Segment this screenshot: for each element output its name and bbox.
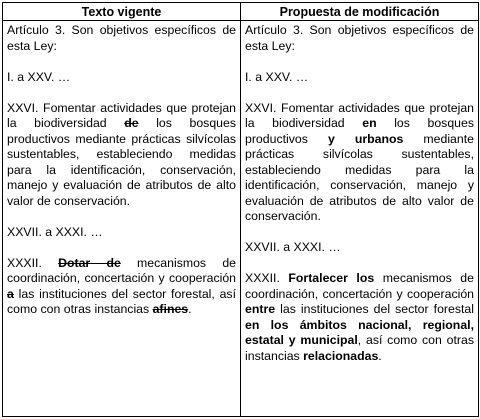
header-current-text: Texto vigente	[3, 3, 241, 21]
article-heading: Artículo 3. Son objetivos específicos de esta Ley:	[7, 23, 236, 53]
text-segment: XXVI. Fomentar actividades que protejan la biodiversidad	[7, 100, 236, 130]
deleted-text: a	[7, 286, 14, 301]
fractions-i-xxv: I. a XXV. …	[7, 69, 71, 84]
text-segment: las instituciones del sector forestal	[275, 302, 474, 316]
text-segment: XXXII.	[245, 271, 289, 285]
text-segment: mediante prácticas silvícolas sustentables, estableciendo medidas para la identificación, conservación, manejo y evaluación de atributos de alto valor de conservación.	[245, 131, 474, 223]
fractions-i-xxv: I. a XXV. …	[245, 69, 309, 84]
text-segment: los bosques productivos mediante prácticas silvícolas sustentables, estableciendo medidas para la identificación, conservación, manejo y evaluación de atributos de alto valor de conservación.	[7, 116, 236, 208]
text-segment: XXVI. Fomentar actividades que protejan la biodiversidad	[245, 100, 474, 130]
added-text: entre	[245, 302, 276, 316]
proposal-body	[245, 23, 474, 364]
proposal-cell	[241, 21, 479, 417]
fraction-xxxii	[7, 256, 236, 318]
fractions-xxvii-xxxi: XXVII. a XXXI. …	[245, 240, 341, 254]
deleted-text: afines	[152, 302, 189, 316]
header-proposal: Propuesta de modificación	[241, 3, 479, 21]
added-text: y urbanos	[327, 131, 404, 146]
added-text: en	[362, 116, 377, 130]
text-segment: .	[188, 302, 192, 316]
text-segment: XXXII.	[7, 255, 59, 270]
text-segment: los bosques productivos	[245, 116, 474, 146]
fraction-xxvi	[7, 101, 236, 210]
added-text: Fortalecer los	[288, 271, 375, 285]
text-segment: .	[378, 348, 382, 363]
deleted-text: de	[124, 116, 139, 130]
fraction-xxvi	[245, 101, 474, 225]
text-segment: mecanismos de coordinación, concertación y cooperación	[7, 255, 236, 285]
content-row	[3, 21, 479, 417]
added-text: relacionadas	[303, 348, 379, 363]
text-segment: mecanismos de coordinación, concertación y cooperación	[245, 271, 474, 301]
comparison-table	[2, 2, 479, 417]
deleted-text: Dotar de	[58, 255, 121, 270]
text-segment: , así como con otras instancias	[245, 333, 474, 363]
article-heading: Artículo 3. Son objetivos específicos de esta Ley:	[245, 23, 474, 53]
text-segment: las instituciones del sector forestal, así como con otras instancias	[7, 286, 236, 316]
added-text: en los ámbitos nacional, regional, estatal y municipal	[245, 317, 474, 347]
current-text-body	[7, 23, 236, 318]
fractions-xxvii-xxxi: XXVII. a XXXI. …	[7, 224, 103, 239]
header-row	[3, 3, 479, 21]
fraction-xxxii	[245, 271, 474, 364]
current-text-cell	[3, 21, 241, 417]
